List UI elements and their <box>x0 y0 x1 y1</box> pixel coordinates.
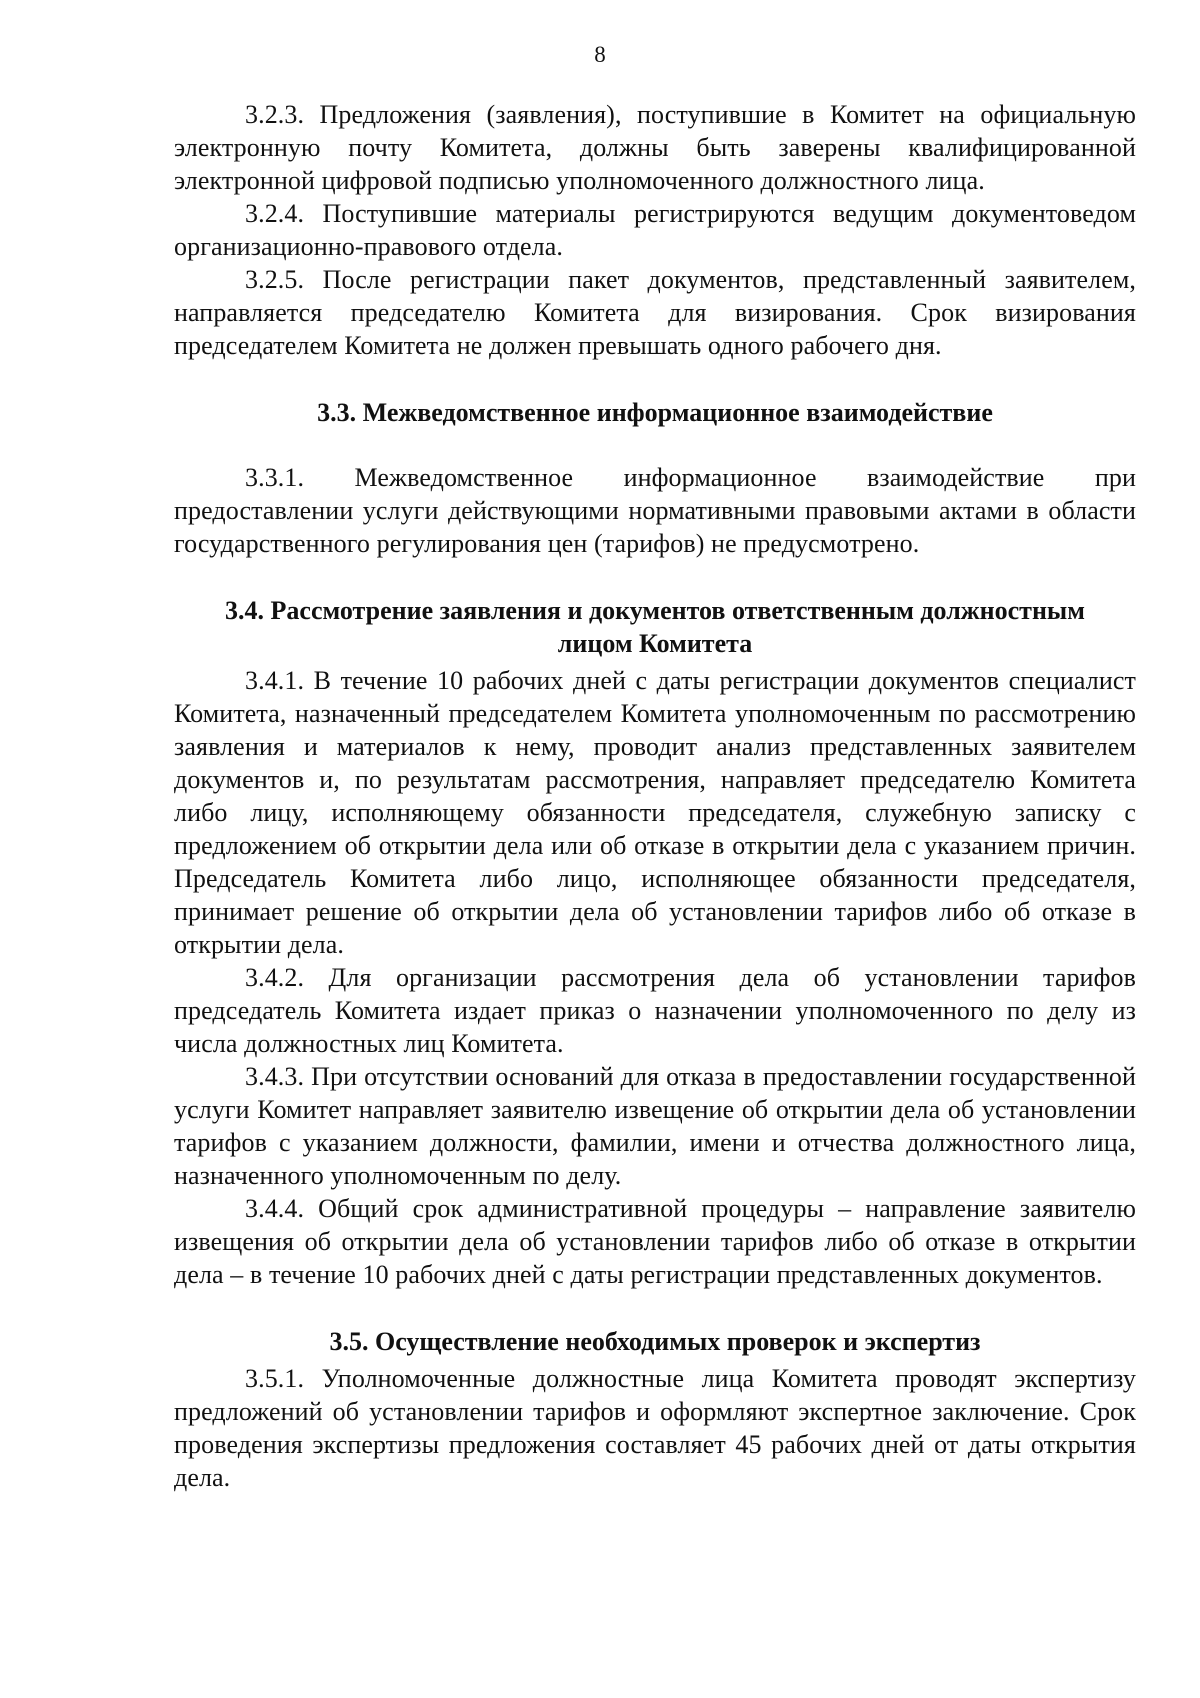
paragraph-3-4-1: 3.4.1. В течение 10 рабочих дней с даты регистрации документов специалист Комитета, назначенный председателем Комитета уполномоченным по рассмотрению заявления и материалов к нему, проводит анализ представленных заявителем документов и, по результатам рассмотрения, направляет председателю Комитета либо лицу, исполняющему обязанности председателя, служебную записку с предложением об открытии дела или об отказе в открытии дела с указанием причин. Председатель Комитета либо лицо, исполняющее обязанности председателя, принимает решение об открытии дела об установлении тарифов либо об отказе в открытии дела. <box>174 666 1136 959</box>
paragraph-3-4-2: 3.4.2. Для организации рассмотрения дела об установлении тарифов председатель Комитета издает приказ о назначении уполномоченного по делу из числа должностных лиц Комитета. <box>174 963 1136 1058</box>
paragraph-3-2-3: 3.2.3. Предложения (заявления), поступившие в Комитет на официальную электронную почту Комитета, должны быть заверены квалифицированной электронной цифровой подписью уполномоченного должностного лица. <box>174 100 1136 195</box>
paragraph-3-5-1: 3.5.1. Уполномоченные должностные лица Комитета проводят экспертизу предложений об установлении тарифов и оформляют экспертное заключение. Срок проведения экспертизы предложения составляет 45 рабочих дней от даты открытия дела. <box>174 1364 1136 1492</box>
paragraph-3-4-4: 3.4.4. Общий срок административной процедуры – направление заявителю извещения об открытии дела об установлении тарифов либо об отказе в открытии дела – в течение 10 рабочих дней с даты регистрации представленных документов. <box>174 1194 1136 1289</box>
section-heading-3-5: 3.5. Осуществление необходимых проверок и экспертиз <box>329 1327 981 1356</box>
paragraph-3-4-3: 3.4.3. При отсутствии оснований для отказа в предоставлении государственной услуги Комитет направляет заявителю извещение об открытии дела об установлении тарифов с указанием должности, фамилии, имени и отчества должностного лица, назначенного уполномоченным по делу. <box>174 1062 1136 1190</box>
paragraph-3-2-5: 3.2.5. После регистрации пакет документов, представленный заявителем, направляется председателю Комитета для визирования. Срок визирования председателем Комитета не должен превышать одного рабочего дня. <box>174 265 1136 360</box>
paragraph-3-2-4: 3.2.4. Поступившие материалы регистрируются ведущим документоведом организационно-правового отдела. <box>174 199 1136 261</box>
document-body <box>174 98 1136 1494</box>
section-heading-3-4-line-2: лицом Комитета <box>557 629 753 658</box>
section-heading-3-4-line-1: 3.4. Рассмотрение заявления и документов ответственным должностным <box>225 596 1085 625</box>
section-heading-3-4 <box>174 594 1136 660</box>
paragraph-3-3-1: 3.3.1. Межведомственное информационное взаимодействие при предоставлении услуги действующими нормативными правовыми актами в области государственного регулирования цен (тарифов) не предусмотрено. <box>174 463 1136 558</box>
section-heading-3-3: 3.3. Межведомственное информационное взаимодействие <box>317 398 993 427</box>
page-number: 8 <box>594 42 606 67</box>
